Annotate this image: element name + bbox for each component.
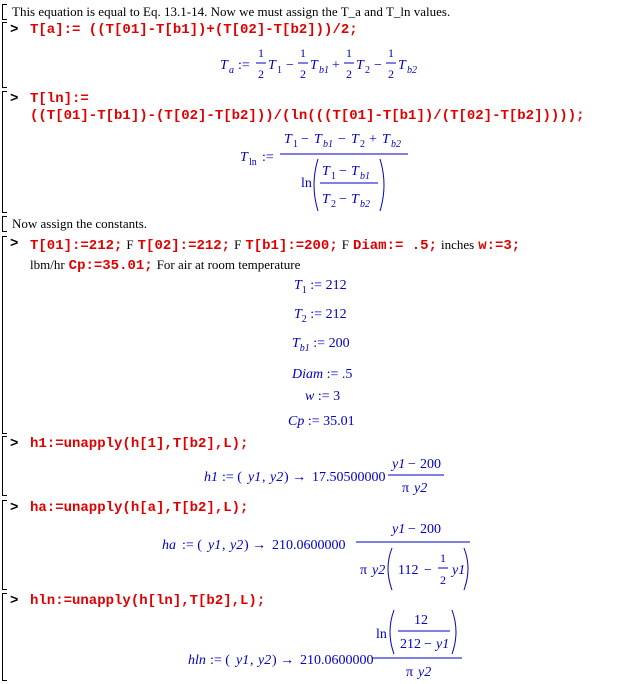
- svg-text:2: 2: [300, 67, 306, 81]
- section-bracket[interactable]: [2, 436, 7, 496]
- output-t2: $T_2$ := 212: [294, 307, 347, 325]
- svg-text:2: 2: [331, 199, 336, 210]
- svg-text:y2: y2: [258, 653, 272, 668]
- svg-text:π: π: [360, 563, 368, 578]
- ha-constant: 112: [398, 563, 419, 578]
- unit-label: F: [234, 237, 242, 252]
- assign-t02: T[02]:=212;: [137, 238, 231, 254]
- svg-text:π: π: [402, 481, 410, 496]
- assign-w: w:=3;: [478, 238, 521, 254]
- svg-text:y1: y1: [392, 457, 406, 472]
- svg-text:−: −: [339, 192, 347, 207]
- maple-input-ta[interactable]: T[a]:= ((T[01]-T[b1])+(T[02]-T[b2]))/2;: [30, 22, 358, 38]
- svg-text:−: −: [408, 522, 416, 537]
- section-bracket[interactable]: [2, 22, 7, 88]
- svg-text:T: T: [351, 192, 359, 207]
- output-w: w := 3: [305, 389, 341, 404]
- input-prompt: >: [10, 593, 19, 609]
- svg-text:ln: ln: [301, 176, 312, 191]
- svg-text:y2: y2: [230, 538, 244, 553]
- svg-text:y1: y1: [208, 538, 222, 553]
- svg-text:−: −: [301, 132, 309, 147]
- svg-text:−: −: [339, 164, 347, 179]
- h1-coefficient: 17.50500000: [312, 470, 386, 485]
- svg-text:T: T: [322, 164, 330, 179]
- output-t1: $T_1$ := 212: [294, 278, 347, 296]
- output-tln: [238, 125, 418, 213]
- svg-text:) →: ) →: [284, 470, 307, 485]
- assign-t01: T[01]:=212;: [30, 238, 123, 254]
- svg-text:y1: y1: [452, 563, 466, 578]
- svg-text:) →: ) →: [244, 538, 267, 553]
- comment-label: For air at room temperature: [156, 257, 301, 272]
- section-bracket[interactable]: [2, 216, 7, 232]
- svg-text:ln: ln: [249, 157, 257, 168]
- svg-text:T: T: [240, 150, 248, 165]
- input-prompt: >: [10, 236, 19, 252]
- svg-text:) →: ) →: [272, 653, 295, 668]
- svg-text:,: ,: [262, 470, 266, 485]
- svg-text:b1: b1: [319, 65, 329, 76]
- input-prompt: >: [10, 500, 19, 516]
- svg-text:a: a: [229, 65, 234, 76]
- assign-cp: Cp:=35.01;: [68, 258, 153, 274]
- svg-text:T: T: [356, 58, 364, 73]
- svg-text:T: T: [220, 58, 228, 73]
- maple-input-tln-line2[interactable]: ((T[01]-T[b1])-(T[02]-T[b2]))/(ln(((T[01]-T[b1])/(T[02]-T[b2]))));: [30, 108, 585, 124]
- svg-text:T: T: [382, 132, 390, 147]
- svg-text:1: 1: [258, 46, 264, 60]
- svg-text:h1: h1: [204, 470, 218, 485]
- hln-numerator: 12: [414, 613, 428, 628]
- svg-text:2: 2: [346, 67, 352, 81]
- ha-coefficient: 210.0600000: [272, 538, 346, 553]
- input-prompt: >: [10, 22, 19, 38]
- maple-input-h1[interactable]: h1:=unapply(h[1],T[b2],L);: [30, 436, 249, 452]
- comment-text: This equation is equal to Eq. 13.1-14. Now we must assign the T_a and T_ln values.: [12, 4, 451, 19]
- svg-text:1: 1: [331, 171, 336, 182]
- svg-text:−: −: [424, 637, 432, 652]
- input-prompt: >: [10, 91, 19, 107]
- section-bracket[interactable]: [2, 91, 7, 213]
- svg-text:b2: b2: [391, 139, 401, 150]
- svg-text::= (: := (: [182, 538, 202, 553]
- svg-text:−: −: [286, 58, 294, 73]
- svg-text:y1: y1: [392, 522, 406, 537]
- svg-text:T: T: [268, 58, 276, 73]
- unit-label: inches: [440, 237, 475, 252]
- section-bracket[interactable]: [2, 236, 7, 434]
- svg-text:1: 1: [440, 551, 446, 565]
- output-ha: [160, 516, 480, 594]
- svg-text:T: T: [398, 58, 406, 73]
- maple-input-hln[interactable]: hln:=unapply(h[ln],T[b2],L);: [30, 593, 266, 609]
- svg-text:1: 1: [388, 46, 394, 60]
- output-ta: [218, 42, 438, 84]
- output-diam: Diam := .5: [292, 367, 353, 382]
- svg-text:2: 2: [440, 573, 446, 587]
- svg-text:,: ,: [250, 653, 254, 668]
- svg-text:T: T: [322, 192, 330, 207]
- number-200: 200: [420, 522, 441, 537]
- svg-text:b1: b1: [323, 139, 333, 150]
- svg-text:ln: ln: [376, 627, 387, 642]
- hln-coefficient: 210.0600000: [300, 653, 374, 668]
- svg-text:1: 1: [300, 46, 306, 60]
- svg-text:1: 1: [346, 46, 352, 60]
- svg-text:b1: b1: [360, 171, 370, 182]
- svg-text:π: π: [406, 665, 414, 680]
- svg-text:1: 1: [277, 65, 282, 76]
- unit-label: F: [341, 237, 349, 252]
- svg-text::=: :=: [238, 58, 250, 73]
- svg-text::=: :=: [262, 150, 274, 165]
- svg-text:y1: y1: [436, 637, 450, 652]
- svg-text:y2: y2: [372, 563, 386, 578]
- svg-text:+: +: [369, 132, 377, 147]
- svg-text:T: T: [310, 58, 318, 73]
- svg-text:−: −: [424, 563, 432, 578]
- svg-text:ha: ha: [162, 538, 176, 553]
- output-cp: Cp := 35.01: [288, 414, 355, 429]
- svg-text:2: 2: [388, 67, 394, 81]
- output-hln: [186, 608, 476, 684]
- svg-text:T: T: [351, 132, 359, 147]
- svg-text:+: +: [332, 58, 340, 73]
- svg-text:−: −: [408, 457, 416, 472]
- svg-text:−: −: [338, 132, 346, 147]
- svg-text:b2: b2: [360, 199, 370, 210]
- number-200: 200: [420, 457, 441, 472]
- section-bracket[interactable]: [2, 500, 7, 590]
- svg-text:T: T: [314, 132, 322, 147]
- svg-text:T: T: [351, 164, 359, 179]
- unit-label: lbm/hr: [30, 257, 65, 272]
- svg-text::= (: := (: [210, 653, 230, 668]
- maple-input-constants[interactable]: [30, 236, 520, 254]
- maple-input-ha[interactable]: ha:=unapply(h[a],T[b2],L);: [30, 500, 249, 516]
- svg-text:,: ,: [222, 538, 226, 553]
- input-prompt: >: [10, 436, 19, 452]
- svg-text:y2: y2: [414, 481, 428, 496]
- svg-text::= (: := (: [222, 470, 242, 485]
- svg-text:y2: y2: [418, 665, 432, 680]
- assign-tb1: T[b1]:=200;: [245, 238, 338, 254]
- output-h1: [200, 452, 450, 498]
- comment-text: Now assign the constants.: [12, 216, 148, 231]
- svg-text:y1: y1: [236, 653, 250, 668]
- svg-text:y1: y1: [248, 470, 262, 485]
- hln-denominator-constant: 212: [400, 637, 421, 652]
- svg-text:y2: y2: [270, 470, 284, 485]
- assign-diam: Diam:= .5;: [352, 238, 437, 254]
- svg-text:1: 1: [293, 139, 298, 150]
- section-bracket[interactable]: [2, 4, 7, 20]
- svg-text:hln: hln: [188, 653, 206, 668]
- svg-text:T: T: [284, 132, 292, 147]
- unit-label: F: [126, 237, 134, 252]
- output-tb1: $T_{b1}$ := 200: [292, 336, 350, 354]
- svg-text:2: 2: [365, 65, 370, 76]
- maple-input-tln-line1[interactable]: T[ln]:=: [30, 91, 89, 107]
- svg-text:b2: b2: [407, 65, 417, 76]
- section-bracket[interactable]: [2, 593, 7, 681]
- svg-text:−: −: [374, 58, 382, 73]
- maple-input-constants-line2[interactable]: [30, 256, 300, 274]
- svg-text:2: 2: [360, 139, 365, 150]
- svg-text:2: 2: [258, 67, 264, 81]
